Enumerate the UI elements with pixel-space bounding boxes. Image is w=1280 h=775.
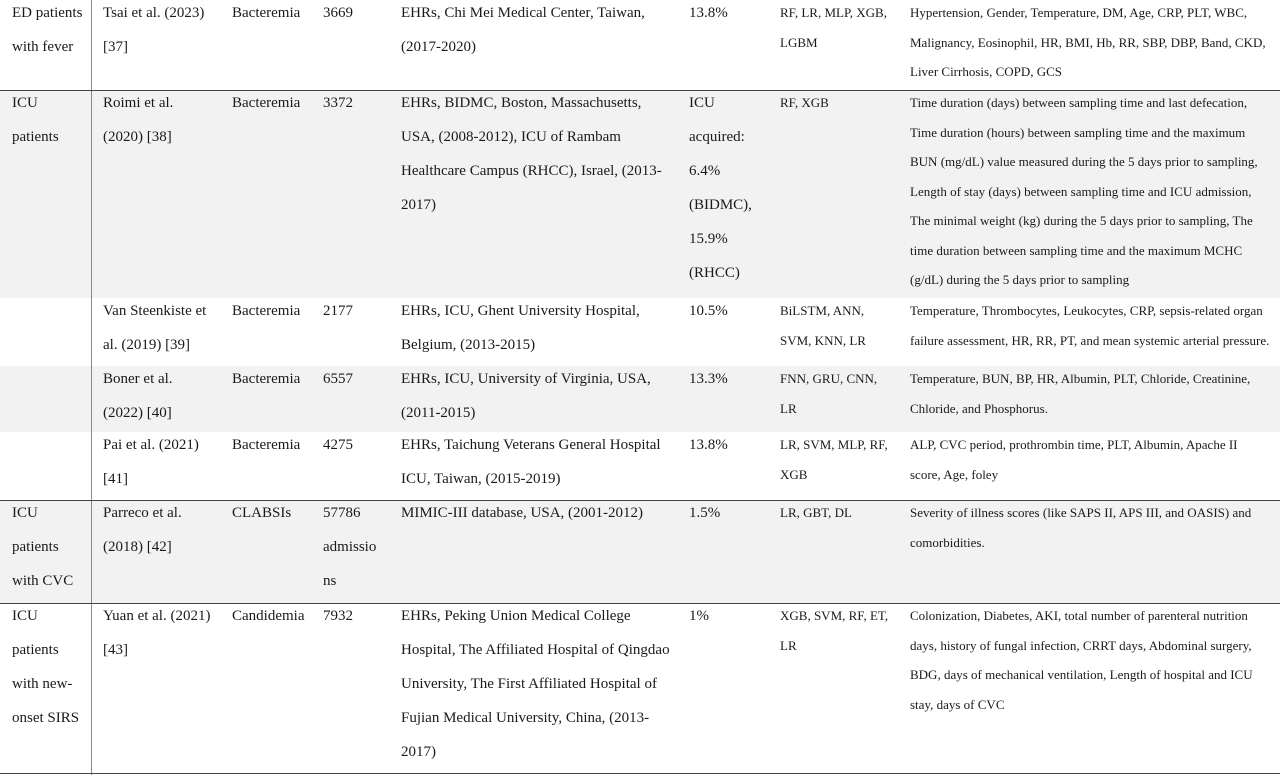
sample-size-cell <box>323 428 353 462</box>
features-cell-line: Liver Cirrhosis, COPD, GCS <box>910 64 1063 79</box>
study-cell-line: (2018) [42] <box>103 539 172 555</box>
group-separator <box>0 500 1280 501</box>
sample-size-cell <box>323 496 376 598</box>
prevalence-cell-line: 1.5% <box>689 505 721 521</box>
features-cell <box>910 364 1250 423</box>
models-cell <box>780 498 852 528</box>
study-cell-line: Roimi et al. <box>103 95 174 111</box>
features-cell <box>910 601 1253 719</box>
models-cell <box>780 296 866 355</box>
prevalence-cell-line: 10.5% <box>689 303 728 319</box>
data-source-cell-line: ICU, Taiwan, (2015-2019) <box>401 471 561 487</box>
models-cell-line: LR, SVM, MLP, RF, <box>780 437 888 452</box>
prevalence-cell <box>689 86 752 290</box>
prevalence-cell <box>689 496 720 530</box>
data-source-cell-line: MIMIC-III database, USA, (2001-2012) <box>401 505 644 521</box>
group-separator <box>0 603 1280 604</box>
infection-cell-line: Bacteremia <box>232 95 301 111</box>
group-cell-line: with CVC <box>12 573 74 589</box>
study-cell <box>103 362 173 430</box>
data-source-cell-line: EHRs, BIDMC, Boston, Massachusetts, <box>401 95 642 111</box>
data-source-cell <box>401 599 670 769</box>
sample-size-cell-line: 6557 <box>323 371 353 387</box>
models-cell-line: XGB <box>780 466 808 482</box>
study-cell <box>103 86 173 154</box>
features-cell <box>910 0 1266 87</box>
data-source-cell-line: EHRs, ICU, University of Virginia, USA, <box>401 371 651 387</box>
infection-cell-line: CLABSIs <box>232 505 292 521</box>
study-cell <box>103 428 199 496</box>
sample-size-cell <box>323 294 353 328</box>
models-cell <box>780 364 877 423</box>
infection-cell-line: Bacteremia <box>232 437 301 453</box>
study-cell-line: (2020) [38] <box>103 129 172 145</box>
sample-size-cell-line: 4275 <box>323 437 353 453</box>
group-cell-line: patients <box>12 539 59 555</box>
group-cell-line: patients <box>12 129 59 145</box>
infection-cell-line: Bacteremia <box>232 303 301 319</box>
data-source-cell-line: Hospital, The Affiliated Hospital of Qingdao <box>401 642 670 658</box>
sample-size-cell-line: 2177 <box>323 303 353 319</box>
group-cell-line: ED patients <box>12 5 83 21</box>
prevalence-cell-line: ICU <box>689 95 715 111</box>
features-cell-line: stay, days of CVC <box>910 696 1005 712</box>
features-cell-line: Severity of illness scores (like SAPS II, APS III, and OASIS) and <box>910 505 1252 520</box>
study-cell <box>103 294 206 362</box>
data-source-cell-line: University, The First Affiliated Hospital of <box>401 676 657 692</box>
group-cell-line: ICU <box>12 505 38 521</box>
data-source-cell-line: Fujian Medical University, China, (2013- <box>401 710 650 726</box>
group-cell <box>12 599 79 735</box>
study-cell <box>103 0 204 64</box>
sample-size-cell-line: admissio <box>323 539 377 555</box>
data-source-cell-line: EHRs, Chi Mei Medical Center, Taiwan, <box>401 5 645 21</box>
features-cell-line: ALP, CVC period, prothrombin time, PLT, Albumin, Apache II <box>910 437 1238 452</box>
models-cell-line: RF, LR, MLP, XGB, <box>780 5 887 20</box>
models-cell-line: LR <box>780 637 797 653</box>
prevalence-cell-line: 13.3% <box>689 371 728 387</box>
infection-cell <box>232 294 300 328</box>
data-source-cell-line: Belgium, (2013-2015) <box>401 337 536 353</box>
features-cell <box>910 498 1251 557</box>
features-cell-line: failure assessment, HR, RR, PT, and mean systemic arterial pressure. <box>910 332 1270 348</box>
infection-cell <box>232 0 300 30</box>
features-cell-line: Colonization, Diabetes, AKI, total number of parenteral nutrition <box>910 608 1248 623</box>
infection-cell <box>232 428 300 462</box>
study-cell-line: (2022) [40] <box>103 405 172 421</box>
sample-size-cell-line: 57786 <box>323 505 361 521</box>
data-source-cell-line: EHRs, ICU, Ghent University Hospital, <box>401 303 640 319</box>
sample-size-cell <box>323 0 353 30</box>
prevalence-cell <box>689 428 728 462</box>
group-cell-line: ICU <box>12 95 38 111</box>
group-cell <box>12 86 59 154</box>
group-cell-line: with fever <box>12 39 74 55</box>
data-source-cell <box>401 496 643 530</box>
data-source-cell-line: (2017-2020) <box>401 39 476 55</box>
features-cell-line: score, Age, foley <box>910 466 999 482</box>
features-cell-line: BDG, days of mechanical ventilation, Length of hospital and ICU <box>910 667 1253 682</box>
infection-cell-line: Candidemia <box>232 608 305 624</box>
prevalence-cell <box>689 0 728 30</box>
column-divider <box>91 0 92 775</box>
data-source-cell-line: EHRs, Peking Union Medical College <box>401 608 631 624</box>
data-source-cell <box>401 428 661 496</box>
study-cell-line: [43] <box>103 642 128 658</box>
features-cell-line: Length of stay (days) between sampling time and ICU admission, <box>910 183 1252 199</box>
prevalence-cell-line: 1% <box>689 608 709 624</box>
sample-size-cell-line: 3669 <box>323 5 353 21</box>
models-cell-line: FNN, GRU, CNN, <box>780 371 878 386</box>
prevalence-cell-line: 13.8% <box>689 437 728 453</box>
data-source-cell <box>401 294 640 362</box>
group-cell-line: onset SIRS <box>12 710 80 726</box>
features-cell-line: Hypertension, Gender, Temperature, DM, Age, CRP, PLT, WBC, <box>910 5 1248 20</box>
data-source-cell-line: Healthcare Campus (RHCC), Israel, (2013- <box>401 163 662 179</box>
study-cell-line: Tsai et al. (2023) <box>103 5 205 21</box>
models-cell-line: LR <box>780 400 797 416</box>
data-source-cell-line: USA, (2008-2012), ICU of Rambam <box>401 129 621 145</box>
features-cell <box>910 88 1258 295</box>
prevalence-cell-line: 6.4% <box>689 163 721 179</box>
features-cell <box>910 296 1269 355</box>
group-cell <box>12 496 73 598</box>
sample-size-cell <box>323 86 353 120</box>
study-cell-line: Pai et al. (2021) <box>103 437 199 453</box>
infection-cell-line: Bacteremia <box>232 5 301 21</box>
sample-size-cell <box>323 599 353 633</box>
sample-size-cell-line: 7932 <box>323 608 353 624</box>
data-source-cell <box>401 86 662 222</box>
models-cell <box>780 430 888 489</box>
prevalence-cell <box>689 599 709 633</box>
prevalence-cell <box>689 294 728 328</box>
sample-size-cell <box>323 362 353 396</box>
study-cell-line: Yuan et al. (2021) <box>103 608 211 624</box>
prevalence-cell-line: (RHCC) <box>689 265 740 281</box>
group-cell-line: ICU <box>12 608 38 624</box>
prevalence-cell-line: acquired: <box>689 129 745 145</box>
group-cell-line: patients <box>12 642 59 658</box>
prevalence-cell <box>689 362 728 396</box>
prevalence-cell-line: (BIDMC), <box>689 197 752 213</box>
prevalence-cell-line: 13.8% <box>689 5 728 21</box>
prevalence-cell-line: 15.9% <box>689 231 728 247</box>
features-cell-line: (g/dL) during the 5 days prior to sampling <box>910 272 1130 287</box>
infection-cell-line: Bacteremia <box>232 371 301 387</box>
features-cell-line: Chloride, and Phosphorus. <box>910 400 1048 416</box>
study-cell-line: [41] <box>103 471 128 487</box>
models-cell-line: LR, GBT, DL <box>780 505 852 520</box>
group-separator <box>0 90 1280 91</box>
features-cell-line: Temperature, BUN, BP, HR, Albumin, PLT, Chloride, Creatinine, <box>910 371 1251 386</box>
study-cell-line: Boner et al. <box>103 371 173 387</box>
models-cell-line: BiLSTM, ANN, <box>780 303 865 318</box>
data-source-cell <box>401 0 645 64</box>
infection-cell <box>232 362 300 396</box>
models-cell <box>780 88 829 118</box>
infection-cell <box>232 86 300 120</box>
models-cell <box>780 601 888 660</box>
study-cell-line: [37] <box>103 39 128 55</box>
study-cell-line: Parreco et al. <box>103 505 182 521</box>
features-cell-line: days, history of fungal infection, CRRT days, Abdominal surgery, <box>910 637 1252 653</box>
group-cell-line: with new- <box>12 676 73 692</box>
features-cell-line: Time duration (days) between sampling time and last defecation, <box>910 95 1248 110</box>
group-cell <box>12 0 82 64</box>
models-cell-line: LGBM <box>780 34 818 50</box>
study-cell <box>103 599 210 667</box>
study-cell <box>103 496 182 564</box>
features-cell-line: comorbidities. <box>910 534 985 550</box>
features-cell <box>910 430 1238 489</box>
study-cell-line: al. (2019) [39] <box>103 337 191 353</box>
features-cell-line: Temperature, Thrombocytes, Leukocytes, CRP, sepsis-related organ <box>910 303 1263 318</box>
data-source-cell-line: 2017) <box>401 197 436 213</box>
features-cell-line: time duration between sampling time and the maximum MCHC <box>910 242 1243 258</box>
data-source-cell-line: (2011-2015) <box>401 405 476 421</box>
features-cell-line: Malignancy, Eosinophil, HR, BMI, Hb, RR, SBP, DBP, Band, CKD, <box>910 34 1266 50</box>
sample-size-cell-line: 3372 <box>323 95 353 111</box>
study-cell-line: Van Steenkiste et <box>103 303 207 319</box>
data-source-cell-line: 2017) <box>401 744 436 760</box>
infection-cell <box>232 496 291 530</box>
models-cell-line: RF, XGB <box>780 95 829 110</box>
features-cell-line: The minimal weight (kg) during the 5 days prior to sampling, The <box>910 213 1253 228</box>
group-separator <box>0 773 1280 774</box>
data-source-cell <box>401 362 651 430</box>
features-cell-line: Time duration (hours) between sampling time and the maximum <box>910 124 1246 140</box>
models-cell <box>780 0 887 57</box>
infection-cell <box>232 599 304 633</box>
models-cell-line: SVM, KNN, LR <box>780 332 866 348</box>
features-cell-line: BUN (mg/dL) value measured during the 5 days prior to sampling, <box>910 154 1258 169</box>
sample-size-cell-line: ns <box>323 573 337 589</box>
models-cell-line: XGB, SVM, RF, ET, <box>780 608 889 623</box>
data-source-cell-line: EHRs, Taichung Veterans General Hospital <box>401 437 661 453</box>
